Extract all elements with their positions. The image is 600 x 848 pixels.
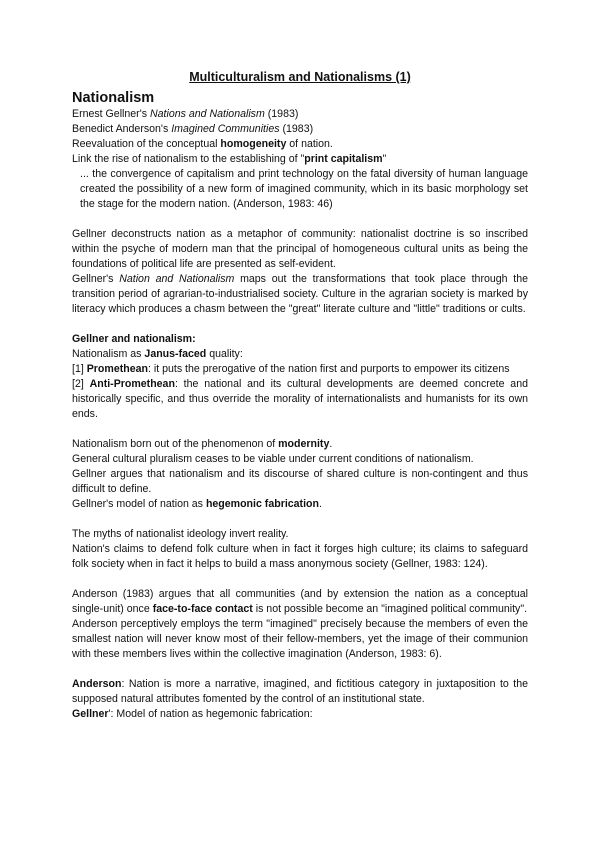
text-line: The myths of nationalist ideology invert reality. bbox=[72, 528, 289, 540]
text-line: Reevaluation of the conceptual homogeneity of nation. bbox=[72, 138, 333, 150]
text-line: Gellner's model of nation as hegemonic fabrication. bbox=[72, 498, 322, 510]
section-heading: Nationalism bbox=[72, 90, 155, 106]
subheading: Gellner and nationalism: bbox=[72, 333, 196, 345]
quote-paragraph: ... the convergence of capitalism and print technology on the fatal diversity of human language created the possibility of a new form of imagined community, which in its basic morphology set the stage for the modern nation. (Anderson, 1983: 46) bbox=[80, 168, 528, 210]
paragraph: Anderson: Nation is more a narrative, imagined, and fictitious category in juxtaposition to the supposed natural attributes fomented by the control of an institutional state. bbox=[72, 678, 528, 705]
paragraph: Gellner's Nation and Nationalism maps out the transformations that took place through the transition period of agrarian-to-industrialised society. Culture in the agrarian society is marked by literacy which produces a chasm between the "great" literate culture and "little" traditions or cults. bbox=[72, 273, 529, 315]
paragraph: Nation's claims to defend folk culture when in fact it forges high culture; its claims to safeguard folk society when in fact it helps to build a mass anonymous society (Gellner, 1983: 124). bbox=[72, 543, 528, 570]
text-line: Ernest Gellner's Nations and Nationalism (1983) bbox=[72, 108, 299, 120]
list-item: [2] Anti-Promethean: the national and its cultural developments are deemed concrete and historically specific, and thus override the morality of internationalists and humanists for its own ends. bbox=[72, 378, 528, 420]
text-line: Benedict Anderson's Imagined Communities (1983) bbox=[72, 123, 314, 135]
text-line: General cultural pluralism ceases to be viable under current conditions of nationalism. bbox=[72, 453, 474, 465]
paragraph: Anderson perceptively employs the term "imagined" precisely because the members of even the smallest nation will never know most of their fellow-members, yet the image of their communion with these members lives within the collective imagination (Anderson, 1983: 6). bbox=[72, 618, 528, 660]
text-line: Gellner': Model of nation as hegemonic fabrication: bbox=[72, 708, 313, 720]
page-title: Multiculturalism and Nationalisms (1) bbox=[189, 70, 411, 84]
list-item: [1] Promethean: it puts the prerogative of the nation first and purports to empower its citizens bbox=[72, 363, 510, 375]
text-line: Nationalism as Janus-faced quality: bbox=[72, 348, 243, 360]
text-line: Nationalism born out of the phenomenon of modernity. bbox=[72, 438, 333, 450]
document-page bbox=[72, 70, 528, 722]
paragraph: Gellner argues that nationalism and its discourse of shared culture is non-contingent and thus difficult to define. bbox=[72, 468, 528, 495]
paragraph: Anderson (1983) argues that all communities (and by extension the nation as a conceptual single-unit) once face-to-face contact is not possible become an "imagined political community". bbox=[72, 588, 528, 615]
paragraph: Gellner deconstructs nation as a metaphor of community: nationalist doctrine is so inscribed within the psyche of modern man that the principal of homogeneous cultural units as being the foundations of political life are presented as self-evident. bbox=[72, 228, 528, 270]
text-line: Link the rise of nationalism to the establishing of "print capitalism" bbox=[72, 153, 387, 165]
